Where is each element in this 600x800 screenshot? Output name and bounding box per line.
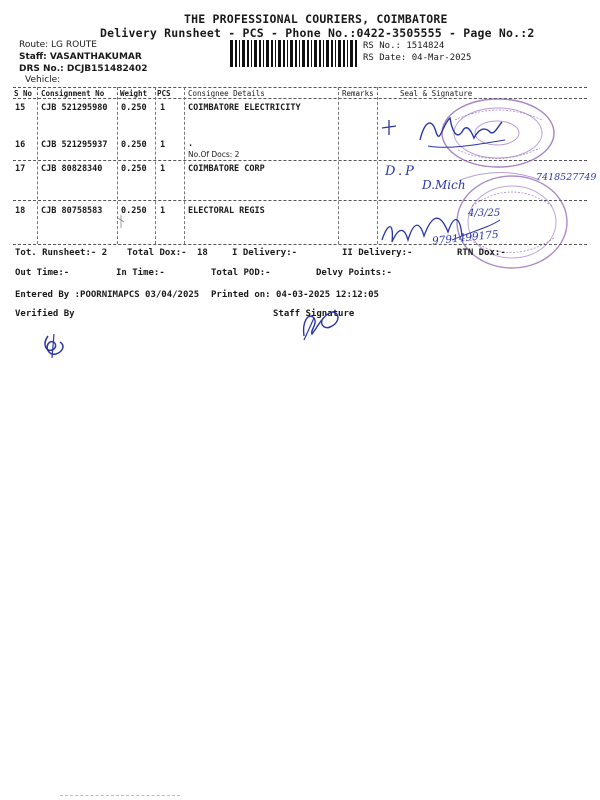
total-pod-label: Total POD:- bbox=[211, 268, 271, 278]
row-consignee: ELECTORAL REGIS bbox=[188, 206, 265, 216]
i-delivery-label: I Delivery:- bbox=[232, 248, 298, 258]
row-consignment: CJB 80758583 bbox=[41, 206, 103, 216]
handwritten-phone: 9791499175 bbox=[431, 228, 500, 248]
row-note: No.Of Docs: 2 bbox=[188, 150, 240, 159]
verifier-initials bbox=[38, 326, 78, 366]
handwritten-receiver-name: D.P bbox=[385, 164, 417, 179]
row-sno: 18 bbox=[15, 206, 26, 216]
row-sno: 17 bbox=[15, 164, 26, 174]
rs-date: RS Date: 04-Mar-2025 bbox=[363, 53, 472, 63]
page-bottom-line bbox=[60, 795, 180, 796]
row-weight: 0.250 bbox=[121, 103, 147, 113]
row-sno: 15 bbox=[15, 103, 26, 113]
row-weight: 0.250 bbox=[121, 206, 147, 216]
ii-delivery-label: II Delivery:- bbox=[342, 248, 413, 258]
col-header-seal: Seal & Signature bbox=[400, 89, 473, 98]
row-pcs: 1 bbox=[160, 206, 166, 216]
staff-signature-scribble bbox=[290, 296, 350, 356]
total-dox-label: Total Dox:- bbox=[127, 248, 187, 258]
row-consignment: CJB 521295980 bbox=[41, 103, 108, 113]
row-consignee: . bbox=[188, 139, 194, 149]
row-weight: 0.250 bbox=[121, 140, 147, 150]
row-consignee: COIMBATORE ELECTRICITY bbox=[188, 103, 301, 113]
col-header-remarks: Remarks bbox=[342, 89, 374, 98]
col-header-pcs: PCS bbox=[157, 89, 171, 98]
row-consignee: COIMBATORE CORP bbox=[188, 164, 265, 174]
handwritten-receiver-name: D.Mich bbox=[422, 178, 466, 192]
verified-by-label: Verified By bbox=[15, 309, 75, 319]
col-header-weight: Weight bbox=[120, 89, 148, 98]
in-time-label: In Time:- bbox=[116, 268, 165, 278]
route-label: Route: LG ROUTE bbox=[19, 40, 97, 50]
row-consignment: CJB 80828340 bbox=[41, 164, 103, 174]
col-header-consignee: Consignee Details bbox=[188, 89, 265, 98]
col-header-consignment: Consignment No bbox=[41, 89, 105, 98]
total-dox-value: 18 bbox=[197, 248, 208, 258]
row-consignment: CJB 521295937 bbox=[41, 140, 108, 150]
handwritten-phone: 7418527749 bbox=[536, 172, 597, 183]
row-sno: 16 bbox=[15, 140, 26, 150]
tot-runsheet: Tot. Runsheet:- 2 bbox=[15, 248, 108, 258]
col-header-sno: S No bbox=[14, 89, 33, 98]
delvy-points-label: Delvy Points:- bbox=[316, 268, 392, 278]
entered-by: Entered By :POORNIMAPCS 03/04/2025 bbox=[15, 290, 200, 300]
drs-number: DRS No.: DCJB151482402 bbox=[19, 64, 148, 74]
runsheet-subtitle: Delivery Runsheet - PCS - Phone No.:0422-3505555 - Page No.:2 bbox=[100, 26, 535, 40]
row-pcs: 1 bbox=[160, 164, 166, 174]
staff-label: Staff: VASANTHAKUMAR bbox=[19, 52, 142, 62]
document-title: THE PROFESSIONAL COURIERS, COIMBATORE bbox=[184, 12, 448, 26]
out-time-label: Out Time:- bbox=[15, 268, 70, 278]
row-pcs: 1 bbox=[160, 140, 166, 150]
row-pcs: 1 bbox=[160, 103, 166, 113]
handwritten-date: 4/3/25 bbox=[468, 208, 501, 219]
row-weight: 0.250 bbox=[121, 164, 147, 174]
rtn-dox-label: RTN Dox:- bbox=[457, 248, 506, 258]
vehicle-label: Vehicle: bbox=[25, 75, 61, 85]
rs-number: RS No.: 1514824 bbox=[363, 41, 445, 51]
staff-signature-label: Staff Signature bbox=[273, 309, 355, 319]
printed-on: Printed on: 04-03-2025 12:12:05 bbox=[211, 290, 379, 300]
